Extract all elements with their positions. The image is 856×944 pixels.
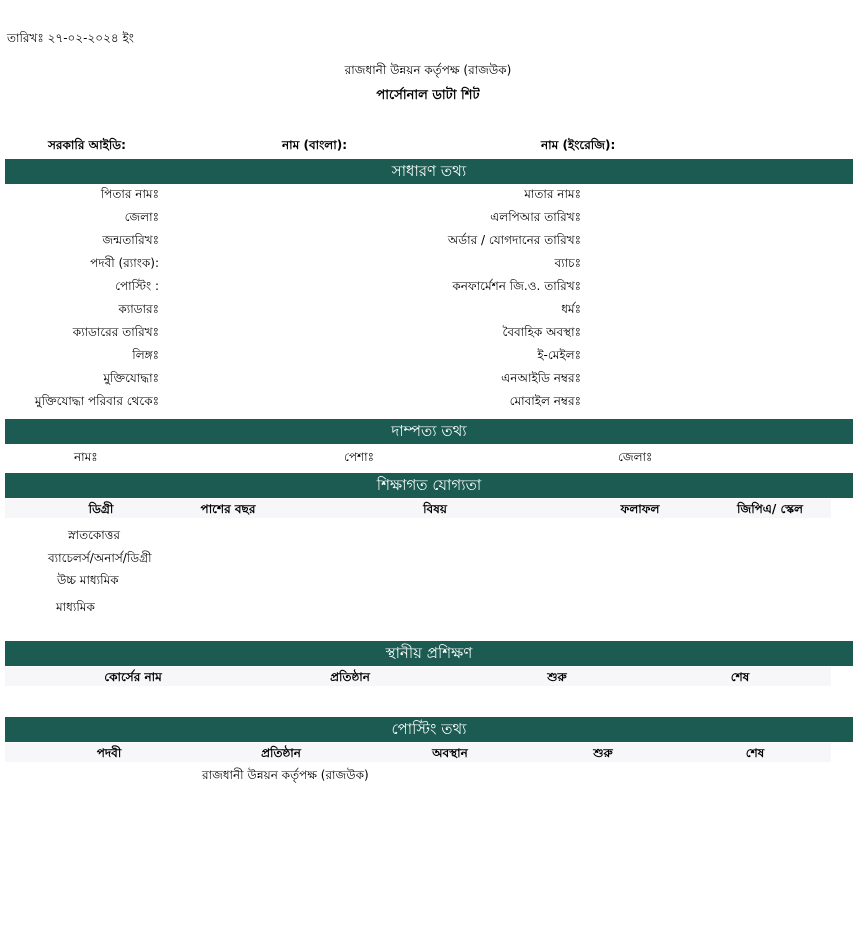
general-left-label: মুক্তিযোদ্ধা পরিবার থেকেঃ (34, 394, 159, 408)
column-header: অবস্থান (432, 746, 468, 760)
degree-ssc: মাধ্যমিক (56, 600, 95, 614)
general-right-label: অর্ডার / যোগদানের তারিখঃ (447, 233, 581, 247)
general-info-heading: সাধারণ তথ্য (5, 159, 853, 184)
column-header: ফলাফল (620, 502, 660, 516)
training-heading: স্থানীয় প্রশিক্ষণ (5, 641, 853, 666)
posting-table-header (5, 743, 831, 762)
posting-heading: পোস্টিং তথ্য (5, 717, 853, 742)
spouse-district-label: জেলাঃ (618, 450, 653, 464)
general-right-label: ব্যাচঃ (554, 256, 581, 270)
general-right-label: মাতার নামঃ (524, 187, 581, 201)
name-bangla-label: নাম (বাংলা): (282, 138, 347, 152)
spouse-name-label: নামঃ (74, 450, 98, 464)
general-left-label: ক্যাডারঃ (118, 302, 159, 316)
column-header: বিষয় (423, 502, 447, 516)
general-right-label: মোবাইল নম্বরঃ (509, 394, 581, 408)
education-heading: শিক্ষাগত যোগ্যতা (5, 473, 853, 498)
column-header: শেষ (745, 746, 765, 760)
column-header: পদবী (96, 746, 122, 760)
column-header: শুরু (593, 746, 613, 760)
general-left-label: পিতার নামঃ (100, 187, 159, 201)
name-english-label: নাম (ইংরেজি): (541, 138, 616, 152)
column-header: প্রতিষ্ঠান (261, 746, 301, 760)
general-left-label: মুক্তিযোদ্ধাঃ (103, 371, 159, 385)
date-text: তারিখঃ ২৭-০২-২০২৪ ইং (7, 31, 134, 45)
general-left-label: ক্যাডারের তারিখঃ (72, 325, 159, 339)
posting-institution-cell: রাজধানী উন্নয়ন কর্তৃপক্ষ (রাজউক) (202, 768, 369, 782)
column-header: শুরু (547, 670, 567, 684)
general-left-label: জন্মতারিখঃ (102, 233, 159, 247)
general-left-label: পদবী (র‍্যাংক): (90, 256, 159, 270)
general-left-label: জেলাঃ (124, 210, 159, 224)
training-table-header (5, 667, 831, 686)
general-right-label: এনআইডি নম্বরঃ (501, 371, 581, 385)
general-right-label: বৈবাহিক অবস্থাঃ (502, 325, 581, 339)
govt-id-label: সরকারি আইডি: (48, 138, 126, 152)
column-header: ডিগ্রী (88, 502, 114, 516)
column-header: জিপিএ/ স্কেল (737, 502, 803, 516)
general-right-label: কনফার্মেশন জি.ও. তারিখঃ (452, 279, 581, 293)
spouse-info-heading: দাম্পত্য তথ্য (5, 419, 853, 444)
page-title: পার্সোনাল ডাটা শিট (376, 88, 480, 103)
column-header: কোর্সের নাম (104, 670, 162, 684)
spouse-occupation-label: পেশাঃ (344, 450, 374, 464)
general-right-label: এলপিআর তারিখঃ (490, 210, 581, 224)
general-right-label: ধর্মঃ (561, 302, 581, 316)
column-header: প্রতিষ্ঠান (330, 670, 370, 684)
general-left-label: লিঙ্গঃ (132, 348, 159, 362)
general-right-label: ই-মেইলঃ (537, 348, 581, 362)
degree-bachelors: ব্যাচেলর্স/অনার্স/ডিগ্রী (48, 551, 152, 565)
general-left-label: পোস্টিং : (115, 279, 159, 293)
education-table-header (5, 499, 831, 518)
organization-name: রাজধানী উন্নয়ন কর্তৃপক্ষ (রাজউক) (344, 63, 512, 77)
degree-masters: স্নাতকোত্তর (68, 528, 120, 542)
column-header: শেষ (730, 670, 750, 684)
column-header: পাশের বছর (200, 502, 256, 516)
degree-hsc: উচ্চ মাধ্যমিক (57, 573, 119, 587)
